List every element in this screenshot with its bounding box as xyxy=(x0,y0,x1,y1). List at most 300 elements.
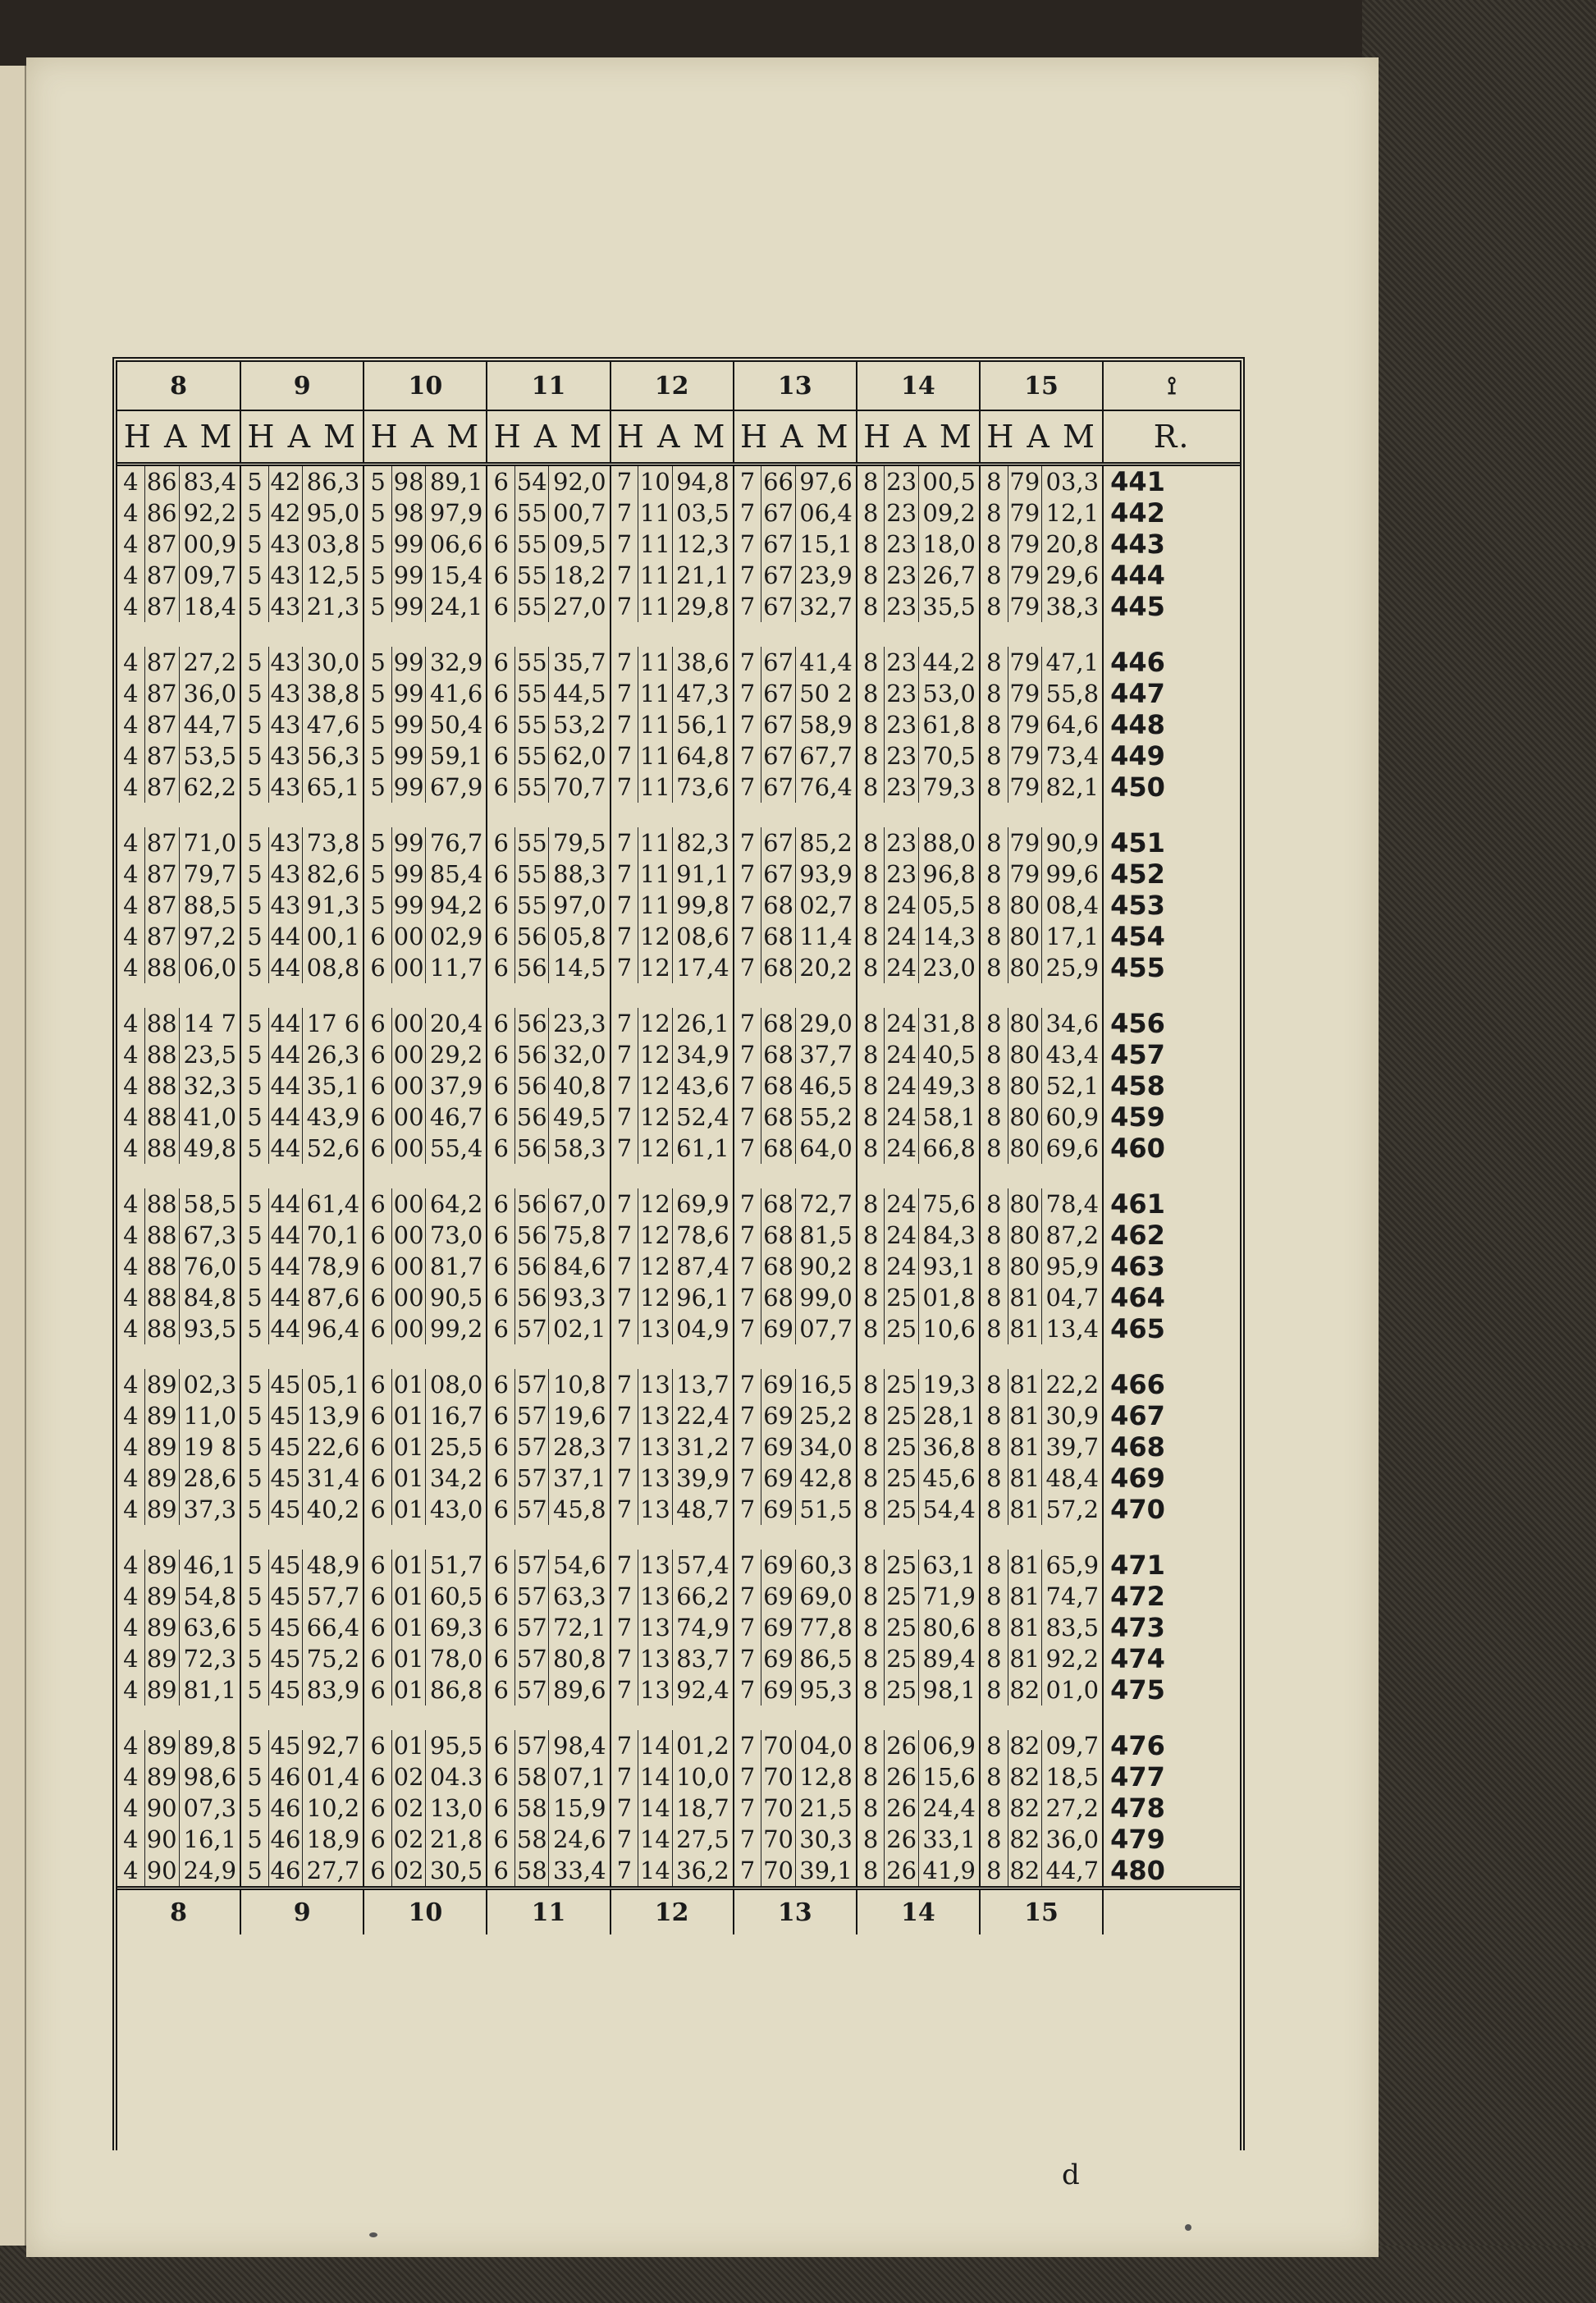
minutes-value: 67 xyxy=(761,529,794,560)
hours-value: 8 xyxy=(986,1433,1002,1461)
hours-value: 7 xyxy=(616,1252,633,1280)
minutes-value: 01 xyxy=(391,1463,425,1494)
hours-value: 8 xyxy=(986,1464,1002,1492)
seconds-value: 36,8 xyxy=(918,1431,979,1463)
row-index-number: 460 xyxy=(1110,1133,1165,1164)
group-cell xyxy=(980,1313,1103,1344)
minutes-value: 69 xyxy=(761,1581,794,1612)
minutes-value: 43 xyxy=(268,709,302,740)
minutes-value: 44 xyxy=(268,1039,302,1070)
seconds-value: 99,6 xyxy=(1041,858,1102,890)
group-cell xyxy=(611,1674,734,1706)
minutes-value: 55 xyxy=(514,858,548,890)
group-cell xyxy=(117,1824,240,1855)
seconds-value: 95,5 xyxy=(425,1730,486,1761)
hours-value: 6 xyxy=(493,1763,509,1791)
minutes-value: 56 xyxy=(514,1008,548,1039)
seconds-value: 97,0 xyxy=(548,890,609,921)
hours-value: 6 xyxy=(370,1676,386,1704)
hours-value: 8 xyxy=(986,1794,1002,1822)
minutes-value: 67 xyxy=(761,560,794,591)
minutes-value: 68 xyxy=(761,1133,794,1164)
seconds-value: 05,8 xyxy=(548,921,609,952)
group-cell xyxy=(980,1855,1103,1889)
group-number-footer: 15 xyxy=(980,1889,1103,1935)
spacer-cell xyxy=(1103,983,1240,1008)
seconds-value: 24,6 xyxy=(548,1824,609,1855)
group-cell xyxy=(364,1133,487,1164)
group-cell xyxy=(240,1761,364,1792)
group-cell xyxy=(980,1761,1103,1792)
group-cell xyxy=(857,771,980,803)
group-cell xyxy=(611,952,734,983)
seconds-value: 27,0 xyxy=(548,591,609,622)
hours-value: 6 xyxy=(493,1072,509,1100)
minutes-value: 45 xyxy=(268,1643,302,1674)
minutes-value: 13 xyxy=(638,1494,671,1525)
spacer-cell xyxy=(611,1164,734,1188)
hours-value: 5 xyxy=(247,1857,263,1884)
spacer-cell xyxy=(364,983,487,1008)
minutes-value: 11 xyxy=(638,497,671,529)
seconds-value: 56,1 xyxy=(672,709,733,740)
seconds-value: 41,0 xyxy=(179,1101,240,1133)
hours-value: 7 xyxy=(739,1371,756,1399)
seconds-value: 57,7 xyxy=(302,1581,363,1612)
previous-page-edge xyxy=(0,66,26,2273)
seconds-value: 21,1 xyxy=(672,560,733,591)
group-cell xyxy=(117,497,240,529)
minutes-value: 24 xyxy=(884,1251,917,1282)
hours-value: 8 xyxy=(986,648,1002,676)
minutes-value: 81 xyxy=(1008,1612,1041,1643)
hours-value: 4 xyxy=(123,561,139,589)
minutes-value: 00 xyxy=(391,1313,425,1344)
hours-value: 7 xyxy=(739,891,756,919)
group-cell xyxy=(857,1070,980,1101)
hours-value: 6 xyxy=(493,1284,509,1312)
minutes-value: 11 xyxy=(638,529,671,560)
minutes-value: 80 xyxy=(1008,1070,1041,1101)
minutes-value: 13 xyxy=(638,1643,671,1674)
hours-value: 4 xyxy=(123,1010,139,1037)
group-cell xyxy=(117,858,240,890)
minutes-value: 12 xyxy=(638,1070,671,1101)
seconds-value: 08,0 xyxy=(425,1369,486,1400)
hours-value: 8 xyxy=(862,1402,879,1430)
seconds-value: 57,4 xyxy=(672,1550,733,1581)
group-cell xyxy=(240,1824,364,1855)
group-cell xyxy=(734,647,857,678)
seconds-value: 39,7 xyxy=(1041,1431,1102,1463)
seconds-value: 18,0 xyxy=(918,529,979,560)
hours-value: 6 xyxy=(370,1402,386,1430)
minutes-value: 01 xyxy=(391,1581,425,1612)
spacer-cell xyxy=(734,1525,857,1550)
minutes-value: 24 xyxy=(884,1008,917,1039)
hours-value: 6 xyxy=(370,954,386,982)
minutes-value: 81 xyxy=(1008,1581,1041,1612)
group-cell xyxy=(611,827,734,858)
group-cell xyxy=(117,952,240,983)
hours-value: 4 xyxy=(123,1825,139,1853)
group-cell xyxy=(240,740,364,771)
group-cell xyxy=(487,1494,610,1525)
seconds-value: 96,8 xyxy=(918,858,979,890)
hours-value: 4 xyxy=(123,773,139,801)
seconds-value: 32,7 xyxy=(795,591,856,622)
minutes-value: 24 xyxy=(884,890,917,921)
seconds-value: 04,7 xyxy=(1041,1282,1102,1313)
group-cell xyxy=(364,1282,487,1313)
minutes-value: 69 xyxy=(761,1313,794,1344)
seconds-value: 15,4 xyxy=(425,560,486,591)
seconds-value: 73,0 xyxy=(425,1220,486,1251)
hours-value: 6 xyxy=(493,1582,509,1610)
minutes-value: 25 xyxy=(884,1431,917,1463)
seconds-value: 52,4 xyxy=(672,1101,733,1133)
group-cell xyxy=(734,1313,857,1344)
hours-value: 8 xyxy=(862,1464,879,1492)
group-cell xyxy=(980,890,1103,921)
row-index-number: 461 xyxy=(1110,1188,1165,1220)
minutes-value: 13 xyxy=(638,1400,671,1431)
minutes-value: 45 xyxy=(268,1400,302,1431)
seconds-value: 90,9 xyxy=(1041,827,1102,858)
minutes-value: 11 xyxy=(638,647,671,678)
seconds-value: 93,3 xyxy=(548,1282,609,1313)
row-index-number: 470 xyxy=(1110,1494,1165,1525)
minutes-value: 01 xyxy=(391,1550,425,1581)
table-row xyxy=(117,1824,1240,1855)
seconds-value: 72,3 xyxy=(179,1643,240,1674)
hours-value: 7 xyxy=(739,593,756,620)
seconds-value: 96,1 xyxy=(672,1282,733,1313)
hours-value: 4 xyxy=(123,1857,139,1884)
row-index-number: 477 xyxy=(1110,1761,1165,1792)
group-cell xyxy=(240,1400,364,1431)
seconds-value: 69,6 xyxy=(1041,1133,1102,1164)
hours-value: 7 xyxy=(739,1433,756,1461)
seconds-value: 51,7 xyxy=(425,1550,486,1581)
minutes-value: 79 xyxy=(1008,827,1041,858)
hours-value: 6 xyxy=(493,1252,509,1280)
row-index-number: 443 xyxy=(1110,529,1165,560)
group-cell xyxy=(857,1550,980,1581)
hours-value: 7 xyxy=(739,1763,756,1791)
spacer-cell xyxy=(1103,1164,1240,1188)
hours-value: 5 xyxy=(370,773,386,801)
minutes-value: 56 xyxy=(514,1220,548,1251)
minutes-value: 69 xyxy=(761,1550,794,1581)
hours-value: 4 xyxy=(123,1794,139,1822)
group-cell xyxy=(734,858,857,890)
spacer-cell xyxy=(364,1344,487,1369)
hours-value: 8 xyxy=(986,499,1002,527)
group-cell xyxy=(734,591,857,622)
seconds-value: 41,4 xyxy=(795,647,856,678)
group-cell xyxy=(240,771,364,803)
minutes-value: 87 xyxy=(144,890,179,921)
group-cell xyxy=(857,1220,980,1251)
minutes-value: 43 xyxy=(268,560,302,591)
group-cell xyxy=(364,858,487,890)
hours-value: 5 xyxy=(247,891,263,919)
hours-value: 5 xyxy=(247,1315,263,1343)
hours-value: 6 xyxy=(370,1221,386,1249)
group-cell xyxy=(980,1581,1103,1612)
hours-value: 4 xyxy=(123,680,139,707)
minutes-value: 68 xyxy=(761,890,794,921)
seconds-value: 55,4 xyxy=(425,1133,486,1164)
seconds-value: 36,0 xyxy=(179,678,240,709)
minutes-value: 45 xyxy=(268,1369,302,1400)
group-cell xyxy=(364,740,487,771)
minutes-value: 68 xyxy=(761,1070,794,1101)
minutes-value: 56 xyxy=(514,1282,548,1313)
group-cell xyxy=(611,1761,734,1792)
seconds-value: 08,6 xyxy=(672,921,733,952)
hours-value: 6 xyxy=(493,1010,509,1037)
group-cell xyxy=(117,771,240,803)
seconds-value: 58,9 xyxy=(795,709,856,740)
group-cell xyxy=(857,858,980,890)
minutes-value: 55 xyxy=(514,771,548,803)
seconds-value: 10,6 xyxy=(918,1313,979,1344)
seconds-value: 12,1 xyxy=(1041,497,1102,529)
spacer-cell xyxy=(1103,1344,1240,1369)
group-cell xyxy=(980,1039,1103,1070)
row-index-number: 441 xyxy=(1110,466,1165,497)
group-cell xyxy=(240,1070,364,1101)
hours-value: 5 xyxy=(370,530,386,558)
minutes-value: 99 xyxy=(391,890,425,921)
minutes-value: 89 xyxy=(144,1400,179,1431)
group-cell xyxy=(364,1581,487,1612)
seconds-value: 43,0 xyxy=(425,1494,486,1525)
seconds-value: 87,2 xyxy=(1041,1220,1102,1251)
group-cell xyxy=(857,560,980,591)
table-row xyxy=(117,952,1240,983)
seconds-value: 64,6 xyxy=(1041,709,1102,740)
table-row xyxy=(117,827,1240,858)
block-spacer xyxy=(117,1164,1240,1188)
hours-value: 8 xyxy=(862,1794,879,1822)
seconds-value: 24,4 xyxy=(918,1792,979,1824)
minutes-value: 80 xyxy=(1008,1188,1041,1220)
hours-value: 4 xyxy=(123,530,139,558)
hours-value: 6 xyxy=(370,1252,386,1280)
minutes-value: 26 xyxy=(884,1761,917,1792)
group-cell xyxy=(734,771,857,803)
row-index-number: 447 xyxy=(1110,678,1165,709)
minutes-value: 24 xyxy=(884,921,917,952)
minutes-value: 11 xyxy=(638,858,671,890)
minutes-value: 02 xyxy=(391,1824,425,1855)
group-cell xyxy=(487,647,610,678)
group-cell xyxy=(980,1792,1103,1824)
seconds-value: 67,3 xyxy=(179,1220,240,1251)
minutes-value: 24 xyxy=(884,1220,917,1251)
hours-value: 7 xyxy=(616,1284,633,1312)
seconds-value: 56,3 xyxy=(302,740,363,771)
hours-value: 6 xyxy=(493,1614,509,1641)
minutes-value: 57 xyxy=(514,1550,548,1581)
hours-value: 7 xyxy=(616,1495,633,1523)
group-cell xyxy=(487,740,610,771)
minutes-value: 23 xyxy=(884,740,917,771)
seconds-value: 73,8 xyxy=(302,827,363,858)
spacer-cell xyxy=(364,1164,487,1188)
seconds-value: 17,1 xyxy=(1041,921,1102,952)
group-cell xyxy=(364,1730,487,1761)
group-cell xyxy=(487,1463,610,1494)
seconds-value: 54,8 xyxy=(179,1581,240,1612)
group-cell xyxy=(734,740,857,771)
hours-value: 6 xyxy=(370,1284,386,1312)
hours-value: 5 xyxy=(370,648,386,676)
spacer-cell xyxy=(117,1525,240,1550)
minutes-value: 55 xyxy=(514,497,548,529)
minutes-value: 70 xyxy=(761,1792,794,1824)
seconds-value: 49,8 xyxy=(179,1133,240,1164)
group-cell xyxy=(364,1612,487,1643)
hours-value: 4 xyxy=(123,1763,139,1791)
minutes-value: 44 xyxy=(268,1251,302,1282)
minutes-value: 99 xyxy=(391,858,425,890)
group-number-header: 12 xyxy=(611,362,734,410)
seconds-value: 04.3 xyxy=(425,1761,486,1792)
group-cell xyxy=(980,591,1103,622)
group-cell xyxy=(857,1855,980,1889)
group-cell xyxy=(117,1855,240,1889)
hours-value: 7 xyxy=(739,1582,756,1610)
seconds-value: 15,6 xyxy=(918,1761,979,1792)
group-cell xyxy=(117,890,240,921)
seconds-value: 09,2 xyxy=(918,497,979,529)
minutes-value: 23 xyxy=(884,678,917,709)
minutes-value: 12 xyxy=(638,1008,671,1039)
seconds-value: 43,4 xyxy=(1041,1039,1102,1070)
hours-value: 6 xyxy=(493,499,509,527)
hours-value: 8 xyxy=(862,742,879,770)
group-cell xyxy=(980,1251,1103,1282)
group-cell xyxy=(117,1133,240,1164)
seconds-value: 78,9 xyxy=(302,1251,363,1282)
block-spacer xyxy=(117,803,1240,827)
minutes-value: 13 xyxy=(638,1463,671,1494)
seconds-value: 80,6 xyxy=(918,1612,979,1643)
minutes-value: 89 xyxy=(144,1643,179,1674)
hours-value: 4 xyxy=(123,1402,139,1430)
minutes-value: 25 xyxy=(884,1674,917,1706)
table-row xyxy=(117,1431,1240,1463)
minutes-value: 25 xyxy=(884,1550,917,1581)
seconds-value: 72,1 xyxy=(548,1612,609,1643)
hours-value: 5 xyxy=(370,829,386,857)
seconds-value: 45,8 xyxy=(548,1494,609,1525)
minutes-value: 99 xyxy=(391,529,425,560)
minutes-value: 89 xyxy=(144,1674,179,1706)
minutes-value: 55 xyxy=(514,890,548,921)
group-cell xyxy=(980,1369,1103,1400)
hours-value: 8 xyxy=(862,891,879,919)
row-index-number: 444 xyxy=(1110,560,1165,591)
hours-value: 4 xyxy=(123,1614,139,1641)
group-cell xyxy=(487,1400,610,1431)
group-cell xyxy=(487,1070,610,1101)
hours-value: 5 xyxy=(370,680,386,707)
group-cell xyxy=(611,497,734,529)
group-cell xyxy=(980,647,1103,678)
hours-value: 6 xyxy=(493,1732,509,1760)
hours-value: 6 xyxy=(493,1857,509,1884)
group-cell xyxy=(734,1008,857,1039)
seconds-value: 07,3 xyxy=(179,1792,240,1824)
hours-value: 8 xyxy=(986,1010,1002,1037)
group-cell xyxy=(980,1008,1103,1039)
minutes-value: 56 xyxy=(514,1251,548,1282)
minutes-value: 24 xyxy=(884,952,917,983)
minutes-value: 11 xyxy=(638,890,671,921)
group-cell xyxy=(487,1730,610,1761)
seconds-value: 29,0 xyxy=(795,1008,856,1039)
seconds-value: 41,6 xyxy=(425,678,486,709)
table-row xyxy=(117,1581,1240,1612)
group-cell xyxy=(364,1792,487,1824)
minutes-value: 00 xyxy=(391,1070,425,1101)
minutes-value: 00 xyxy=(391,1251,425,1282)
hours-value: 7 xyxy=(616,648,633,676)
seconds-value: 94,2 xyxy=(425,890,486,921)
hours-value: 6 xyxy=(493,923,509,950)
seconds-value: 44,7 xyxy=(179,709,240,740)
minutes-value: 98 xyxy=(391,466,425,497)
hours-value: 6 xyxy=(370,1582,386,1610)
group-cell xyxy=(117,560,240,591)
seconds-value: 89,4 xyxy=(918,1643,979,1674)
minutes-value: 24 xyxy=(884,1070,917,1101)
footer-group-row xyxy=(117,1889,1240,1935)
block-spacer xyxy=(117,1525,1240,1550)
minutes-value: 82 xyxy=(1008,1674,1041,1706)
group-cell xyxy=(734,1070,857,1101)
hours-value: 7 xyxy=(739,860,756,888)
group-cell xyxy=(611,1792,734,1824)
minutes-value: 99 xyxy=(391,827,425,858)
minutes-value: 69 xyxy=(761,1674,794,1706)
minutes-value: 90 xyxy=(144,1855,179,1886)
group-cell xyxy=(611,1133,734,1164)
group-cell xyxy=(240,1188,364,1220)
seconds-value: 73,6 xyxy=(672,771,733,803)
table-row xyxy=(117,529,1240,560)
minutes-value: 79 xyxy=(1008,709,1041,740)
seconds-value: 64,0 xyxy=(795,1133,856,1164)
group-cell xyxy=(611,529,734,560)
hours-value: 8 xyxy=(862,860,879,888)
hours-value: 8 xyxy=(986,1732,1002,1760)
seconds-value: 71,0 xyxy=(179,827,240,858)
minutes-value: 45 xyxy=(268,1494,302,1525)
minutes-value: 58 xyxy=(514,1855,548,1886)
minutes-value: 56 xyxy=(514,952,548,983)
table-row xyxy=(117,591,1240,622)
seconds-value: 67,9 xyxy=(425,771,486,803)
minutes-value: 23 xyxy=(884,560,917,591)
group-cell xyxy=(487,497,610,529)
seconds-value: 02,1 xyxy=(548,1313,609,1344)
